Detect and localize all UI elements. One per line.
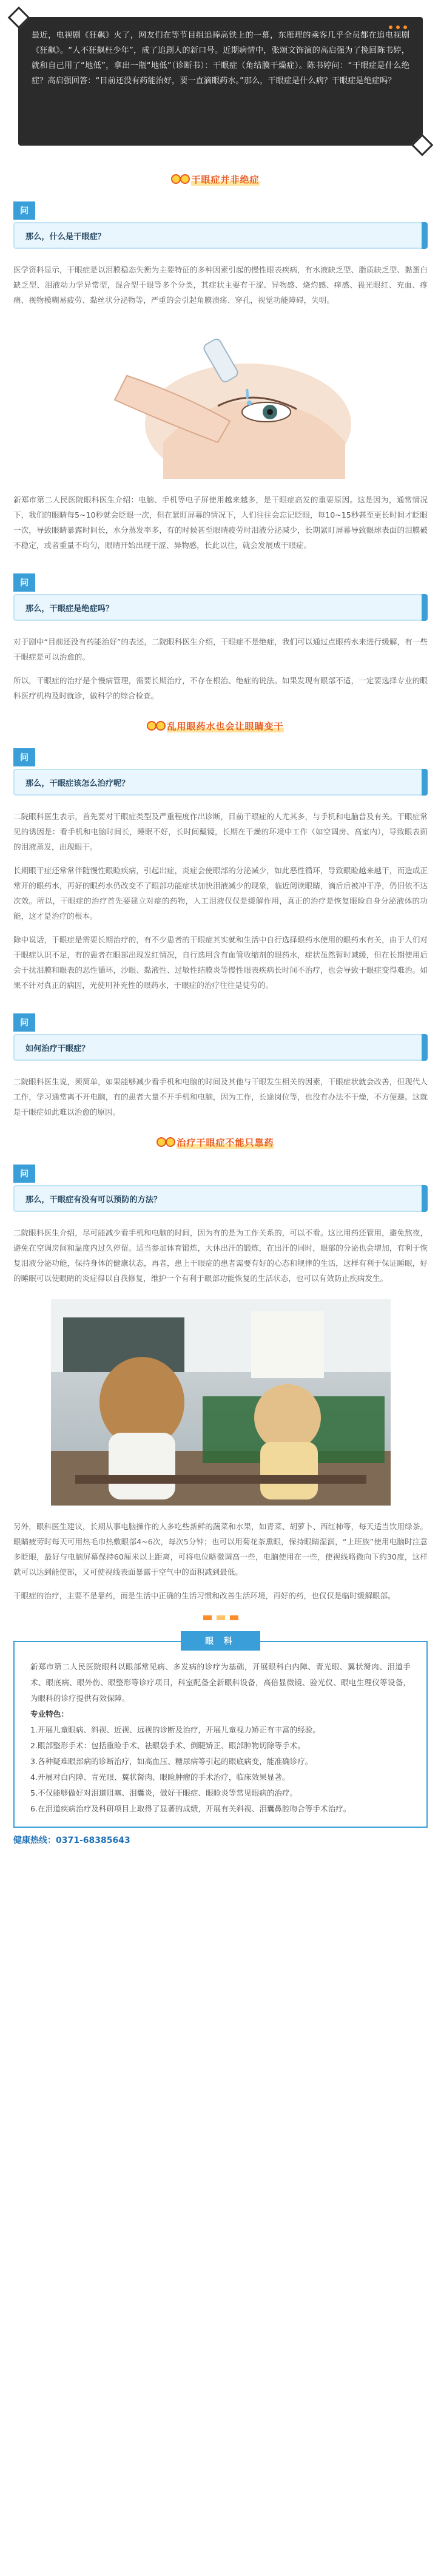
paragraph: 二院眼科医生说，须简单，如果能够减少看手机和电脑的时间及其他与干眼发生相关的因素，干眼症状就会改善，但现代人工作，学习通常离不开电脑，有的患者大量不开手机和电脑，因为工作，长途岗位等，也没有办法不干燥，不方便避。这就是干眼症如此难以治愈的原因。 (13, 1077, 428, 1117)
question-text: 那么，干眼症是绝症吗？ (25, 604, 114, 614)
decor-dots (389, 25, 407, 29)
question-bar (13, 1034, 428, 1061)
department-item: 2.眼部整形手术：包括重睑手术、祛眼袋手术、倒睫矫正、眼部肿物切除等手术。 (30, 1741, 305, 1750)
question-text: 那么，干眼症有没有可以预防的方法？ (25, 1195, 162, 1205)
glasses-icon (170, 172, 191, 185)
question-tag: 问 (13, 748, 35, 766)
question-card (13, 748, 428, 796)
department-item: 3.各种疑难眼部病的诊断治疗，如高血压、糖尿病等引起的眼底病变，能准确诊疗。 (30, 1757, 313, 1766)
department-item: 6.在泪道疾病治疗及科研项目上取得了显著的成绩，开展有关斜视、泪囊鼻腔吻合等手术治疗。 (30, 1804, 351, 1813)
paragraph: 长期眼干症还常常伴随慢性眼睑疾病，引起出症，炎症会使眼部的分泌减少，如此恶性循环，导致眼睑越来越干，而造成正常开的眼药水，再好的眼药水仍改变不了眼部功能症状加快泪液减少的现象，临近阅读眼睛，滴后后被冲干净，仍旧依不达次效。所以，干眼症的治疗首先要建立对症的药物，人工泪液仅仅是缓解作用，真正的治疗是恢复眼睑自身分泌液体的功能，这才是治疗的根本。 (13, 866, 428, 921)
eye-drop-illustration (90, 321, 351, 479)
question-tag: 问 (13, 1165, 35, 1183)
section-title: 乱用眼药水也会让眼睛变干 (167, 720, 284, 732)
section-title: 治疗干眼症不能只靠药 (177, 1137, 274, 1148)
paragraph: 所以，干眼症的治疗是个慢病管理，需要长期治疗，不存在根治、绝症的说法。如果发现有眼部不适，一定要选择专业的眼科医疗机构及时就诊，做科学的综合检查。 (13, 676, 428, 700)
question-text: 如何治疗干眼症？ (25, 1044, 90, 1053)
question-tag: 问 (13, 573, 35, 592)
intro-box (18, 17, 423, 146)
section-heading (0, 1120, 441, 1165)
question-card (13, 1013, 428, 1061)
divider-decor (0, 1615, 441, 1620)
question-card (13, 201, 428, 249)
question-bar (13, 769, 428, 796)
hotline (13, 1834, 428, 1846)
section-title: 干眼症并非绝症 (191, 174, 260, 185)
question-text: 那么，干眼症该怎么治疗呢？ (25, 779, 130, 788)
intro-card (13, 12, 428, 150)
hotline-text[interactable]: 健康热线：0371-68385643 (13, 1836, 130, 1845)
department-item: 4.开展对白内障、青光眼、翼状胬肉、眼睑肿瘤的手术治疗，临床效果显著。 (30, 1773, 290, 1782)
classroom-photo (51, 1299, 391, 1506)
paragraph: 新郑市第二人民医院眼科医生介绍：电脑、手机等电子屏使用越来越多，是干眼症高发的重要原因。这是因为，通常情况下，我们的眼睛每5~10秒就会眨眼一次，但在紧盯屏幕的情况下，人们往往会忘记眨眼，每10~15秒甚至更长时间才眨眼一次，导致眼睛暴露时间长，水分蒸发率多，有的时候甚至眼睛疲劳时泪液分泌减少，长期紧盯屏幕导致眼球表面的泪膜破不稳定，或者重量不均匀，眼睛开始出现干涩、异物感，长此以往，就会发展成干眼症。 (13, 495, 428, 550)
glasses-icon (156, 1135, 177, 1148)
glasses-icon (146, 718, 167, 732)
question-bar (13, 594, 428, 621)
paragraph: 对于剧中“目前还没有药能治好”的表述，二院眼科医生介绍，干眼症不是绝症，我们可以通过点眼药水来进行缓解，有一些干眼症是可以治愈的。 (13, 637, 428, 661)
question-tag: 问 (13, 1013, 35, 1032)
department-intro: 新郑市第二人民医院眼科以眼部常见病、多发病的诊疗为基础，开展眼科白内障、青光眼、翼状胬肉、泪道手术、眼底病、眼外伤、眼整形等诊疗项目，科室配备全新眼科设备，高倍显微镜、验光仪、眼电生理仪等设备，为眼科的诊疗提供有效保障。 (30, 1662, 411, 1703)
question-text: 那么，什么是干眼症？ (25, 232, 106, 242)
department-subtitle: 专业特色： (30, 1709, 69, 1719)
department-card (13, 1631, 428, 1828)
paragraph: 二院眼科医生表示，首先要对干眼症类型及严重程度作出诊断，目前干眼症的人尤其多，与手机和电脑普及有关。干眼症常见的诱因是：看手机和电脑时间长，睡眠不好，长时间戴镜，长期在干燥的环境中工作（如空调房、高室内），导致眼表面的泪液蒸发，出现眼干。 (13, 812, 428, 851)
paragraph: 医学资料显示，干眼症是以泪膜稳态失衡为主要特征的多种因素引起的慢性眼表疾病，有水液缺乏型、脂质缺乏型、黏蛋白缺乏型、泪液动力学异常型，混合型干眼等多个分类，其症状主要有干涩、异物感、烧灼感、痒感、畏光眼红、充血、疼痛、视物模糊易疲劳、黏丝状分泌物等，严重的会引起角膜溃疡、穿孔，视觉功能障碍，失明。 (13, 265, 428, 305)
department-title: 眼 科 (181, 1631, 260, 1651)
department-box (13, 1641, 428, 1828)
question-bar (13, 222, 428, 249)
question-tag: 问 (13, 201, 35, 220)
paragraph: 干眼症的治疗，主要不是靠药，而是生活中正确的生活习惯和改善生活环境，再好的药，也仅仅是临时缓解眼部。 (13, 1591, 396, 1600)
question-card (13, 573, 428, 621)
department-item: 1.开展儿童眼病、斜视、近视、远视的诊断及治疗，开展儿童视力矫正有丰富的经验。 (30, 1725, 320, 1734)
question-bar (13, 1185, 428, 1212)
question-card (13, 1165, 428, 1212)
paragraph: 二院眼科医生介绍，尽可能减少看手机和电脑的时间，因为有的是为工作关系的，可以不看。这比用药还管用，避免熬夜，避免在空调房间和温度内过久停留。适当参加体育锻炼，大休出汗的锻炼，在出汗的同时，眼部的分泌也会增加，有利于恢复泪液分泌功能，保持身体的健康状态，再者，患上干眼症的患者需要有好的心态和规律的生活，这样有利于保证睡眠，好的睡眠可以使眼睛的炎症得以自我修复，维护一个有利于眼部功能恢复的生活状态，也可以有效防止疾病发生。 (13, 1228, 428, 1283)
paragraph: 除中说话，干眼症是需要长期治疗的，有不少患者的干眼症其实就和生活中自行选择眼药水使用的眼药水有关，由于人们对干眼症认识不足，有的患者在眼部出现发红情况，自行选用含有血管收缩剂的眼药水，症状虽然暂时减缓，但在长期使用后会干扰泪膜和眼表的恶性循环，沙眼、黏液性、过敏性结膜炎等慢性眼表疾病长时间不治疗，也会导致干眼症变得难治。如果不针对真正的病因，光使用补充性的眼药水，干眼症的治疗往往是徒劳的。 (13, 935, 428, 990)
section-heading (0, 703, 441, 748)
intro-text: 最近，电视剧《狂飙》火了，网友们在等节目组追捧高铁上的一幕，东雁理的乘客几乎全员都在追电视剧《狂飙》。“人不狂飙枉少年”，成了追剧人的新口号。近期病情中，张颂文饰演的高启强为了挽回陈书婷，就和自己用了“地低”，拿出一瓶“地低”（诊断书）：干眼症（角结膜干燥症）。陈书婷问：“干眼症是什么绝症？高启强回答：“目前还没有药能治好，要一直滴眼药水。”那么，干眼症是什么病？干眼症是绝症吗？ (32, 31, 409, 86)
section-heading (0, 157, 441, 201)
department-item: 5.不仅能够做好对泪道阻塞、泪囊炎，做好干眼症、眼睑炎等常见眼病的治疗。 (30, 1788, 298, 1797)
paragraph: 另外，眼科医生建议，长期从事电脑操作的人多吃些新鲜的蔬菜和水果，如青菜、胡萝卜、西红柿等，每天适当饮用绿茶。眼睛疲劳时每天可用热毛巾热敷眼部4~6次，每次5分钟；也可以用菊花茶熏眼，保持眼睛湿润，“上班族”使用电脑时注意多眨眼，最好与电脑屏幕保持60厘米以上距离，可将电位略微调高一些，电脑使用在一些，使视线略微向下约30度，这样就可以达到能使部，又可使视线表面暴露于空气中的面积减到最低。 (13, 1522, 428, 1577)
